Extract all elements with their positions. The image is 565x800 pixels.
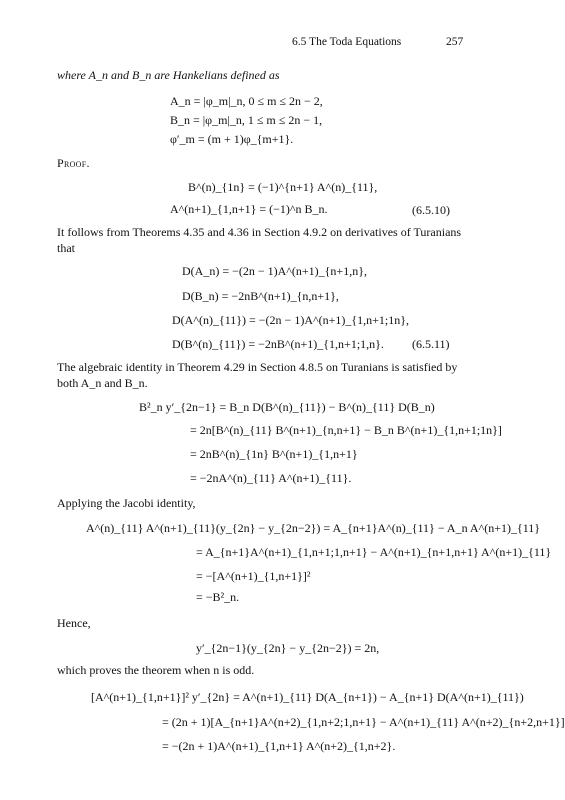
equation-tag-6-5-10: (6.5.10) bbox=[412, 203, 450, 217]
identity-block-line-2: = 2n[B^(n)_{11} B^(n+1)_{n,n+1} − B_n B^(n+1)_{1,n+1;1n}] bbox=[190, 423, 502, 437]
equation-6-5-11-line-2: D(B_n) = −2nB^(n+1)_{n,n+1}, bbox=[182, 289, 339, 303]
jacobi-block-line-2: = A_{n+1}A^(n+1)_{1,n+1;1,n+1} − A^(n+1)_{n+1,n+1} A^(n+1)_{11} bbox=[196, 545, 552, 559]
even-case-line-2: = (2n + 1)[A_{n+1}A^(n+2)_{1,n+2;1,n+1} − A^(n+1)_{11} A^(n+2)_{n+2,n+1}] bbox=[162, 715, 565, 729]
paragraph-derivatives: It follows from Theorems 4.35 and 4.36 in Section 4.9.2 on derivatives of Turanians that bbox=[57, 225, 462, 255]
paragraph-odd-case: which proves the theorem when n is odd. bbox=[57, 663, 255, 677]
definition-line-3: φ′_m = (m + 1)φ_{m+1}. bbox=[170, 132, 294, 146]
paragraph-hence: Hence, bbox=[57, 616, 91, 630]
equation-6-5-11-line-1: D(A_n) = −(2n − 1)A^(n+1)_{n+1,n}, bbox=[182, 264, 367, 278]
definition-line-2: B_n = |φ_m|_n, 1 ≤ m ≤ 2n − 1, bbox=[170, 113, 323, 127]
jacobi-block-line-3: = −[A^(n+1)_{1,n+1}]² bbox=[196, 569, 311, 583]
definition-line-1: A_n = |φ_m|_n, 0 ≤ m ≤ 2n − 2, bbox=[170, 94, 323, 108]
equation-6-5-10-line-1: B^(n)_{1n} = (−1)^{n+1} A^(n)_{11}, bbox=[188, 180, 378, 194]
equation-tag-6-5-11: (6.5.11) bbox=[412, 337, 450, 351]
intro-text: where A_n and B_n are Hankelians defined as bbox=[57, 68, 280, 82]
equation-6-5-11-line-3: D(A^(n)_{11}) = −(2n − 1)A^(n+1)_{1,n+1;1n}, bbox=[172, 313, 409, 327]
equation-6-5-10-line-2: A^(n+1)_{1,n+1} = (−1)^n B_n. bbox=[170, 202, 328, 216]
identity-block-line-4: = −2nA^(n)_{11} A^(n+1)_{11}. bbox=[190, 471, 352, 485]
paragraph-jacobi: Applying the Jacobi identity, bbox=[57, 496, 196, 510]
jacobi-block-line-4: = −B²_n. bbox=[196, 590, 240, 604]
even-case-line-1: [A^(n+1)_{1,n+1}]² y′_{2n} = A^(n+1)_{11} D(A_{n+1}) − A_{n+1} D(A^(n+1)_{11}) bbox=[91, 690, 524, 704]
running-header-section: 6.5 The Toda Equations bbox=[292, 36, 402, 48]
identity-block-line-3: = 2nB^(n)_{1n} B^(n+1)_{1,n+1} bbox=[190, 447, 358, 461]
jacobi-block-line-1: A^(n)_{11} A^(n+1)_{11}(y_{2n} − y_{2n−2}) = A_{n+1}A^(n)_{11} − A_n A^(n+1)_{11} bbox=[86, 521, 541, 535]
paragraph-algebraic-identity: The algebraic identity in Theorem 4.29 in Section 4.8.5 on Turanians is satisfied by both A_n and B_n. bbox=[57, 360, 458, 390]
proof-label: Proof. bbox=[57, 156, 90, 170]
equation-6-5-11-line-4: D(B^(n)_{11}) = −2nB^(n+1)_{1,n+1;1,n}. bbox=[172, 337, 384, 351]
even-case-line-3: = −(2n + 1)A^(n+1)_{1,n+1} A^(n+2)_{1,n+2}. bbox=[162, 739, 396, 753]
identity-block-line-1: B²_n y′_{2n−1} = B_n D(B^(n)_{11}) − B^(n)_{11} D(B_n) bbox=[139, 400, 435, 414]
result-equation: y′_{2n−1}(y_{2n} − y_{2n−2}) = 2n, bbox=[196, 641, 380, 655]
page-number: 257 bbox=[446, 36, 464, 48]
